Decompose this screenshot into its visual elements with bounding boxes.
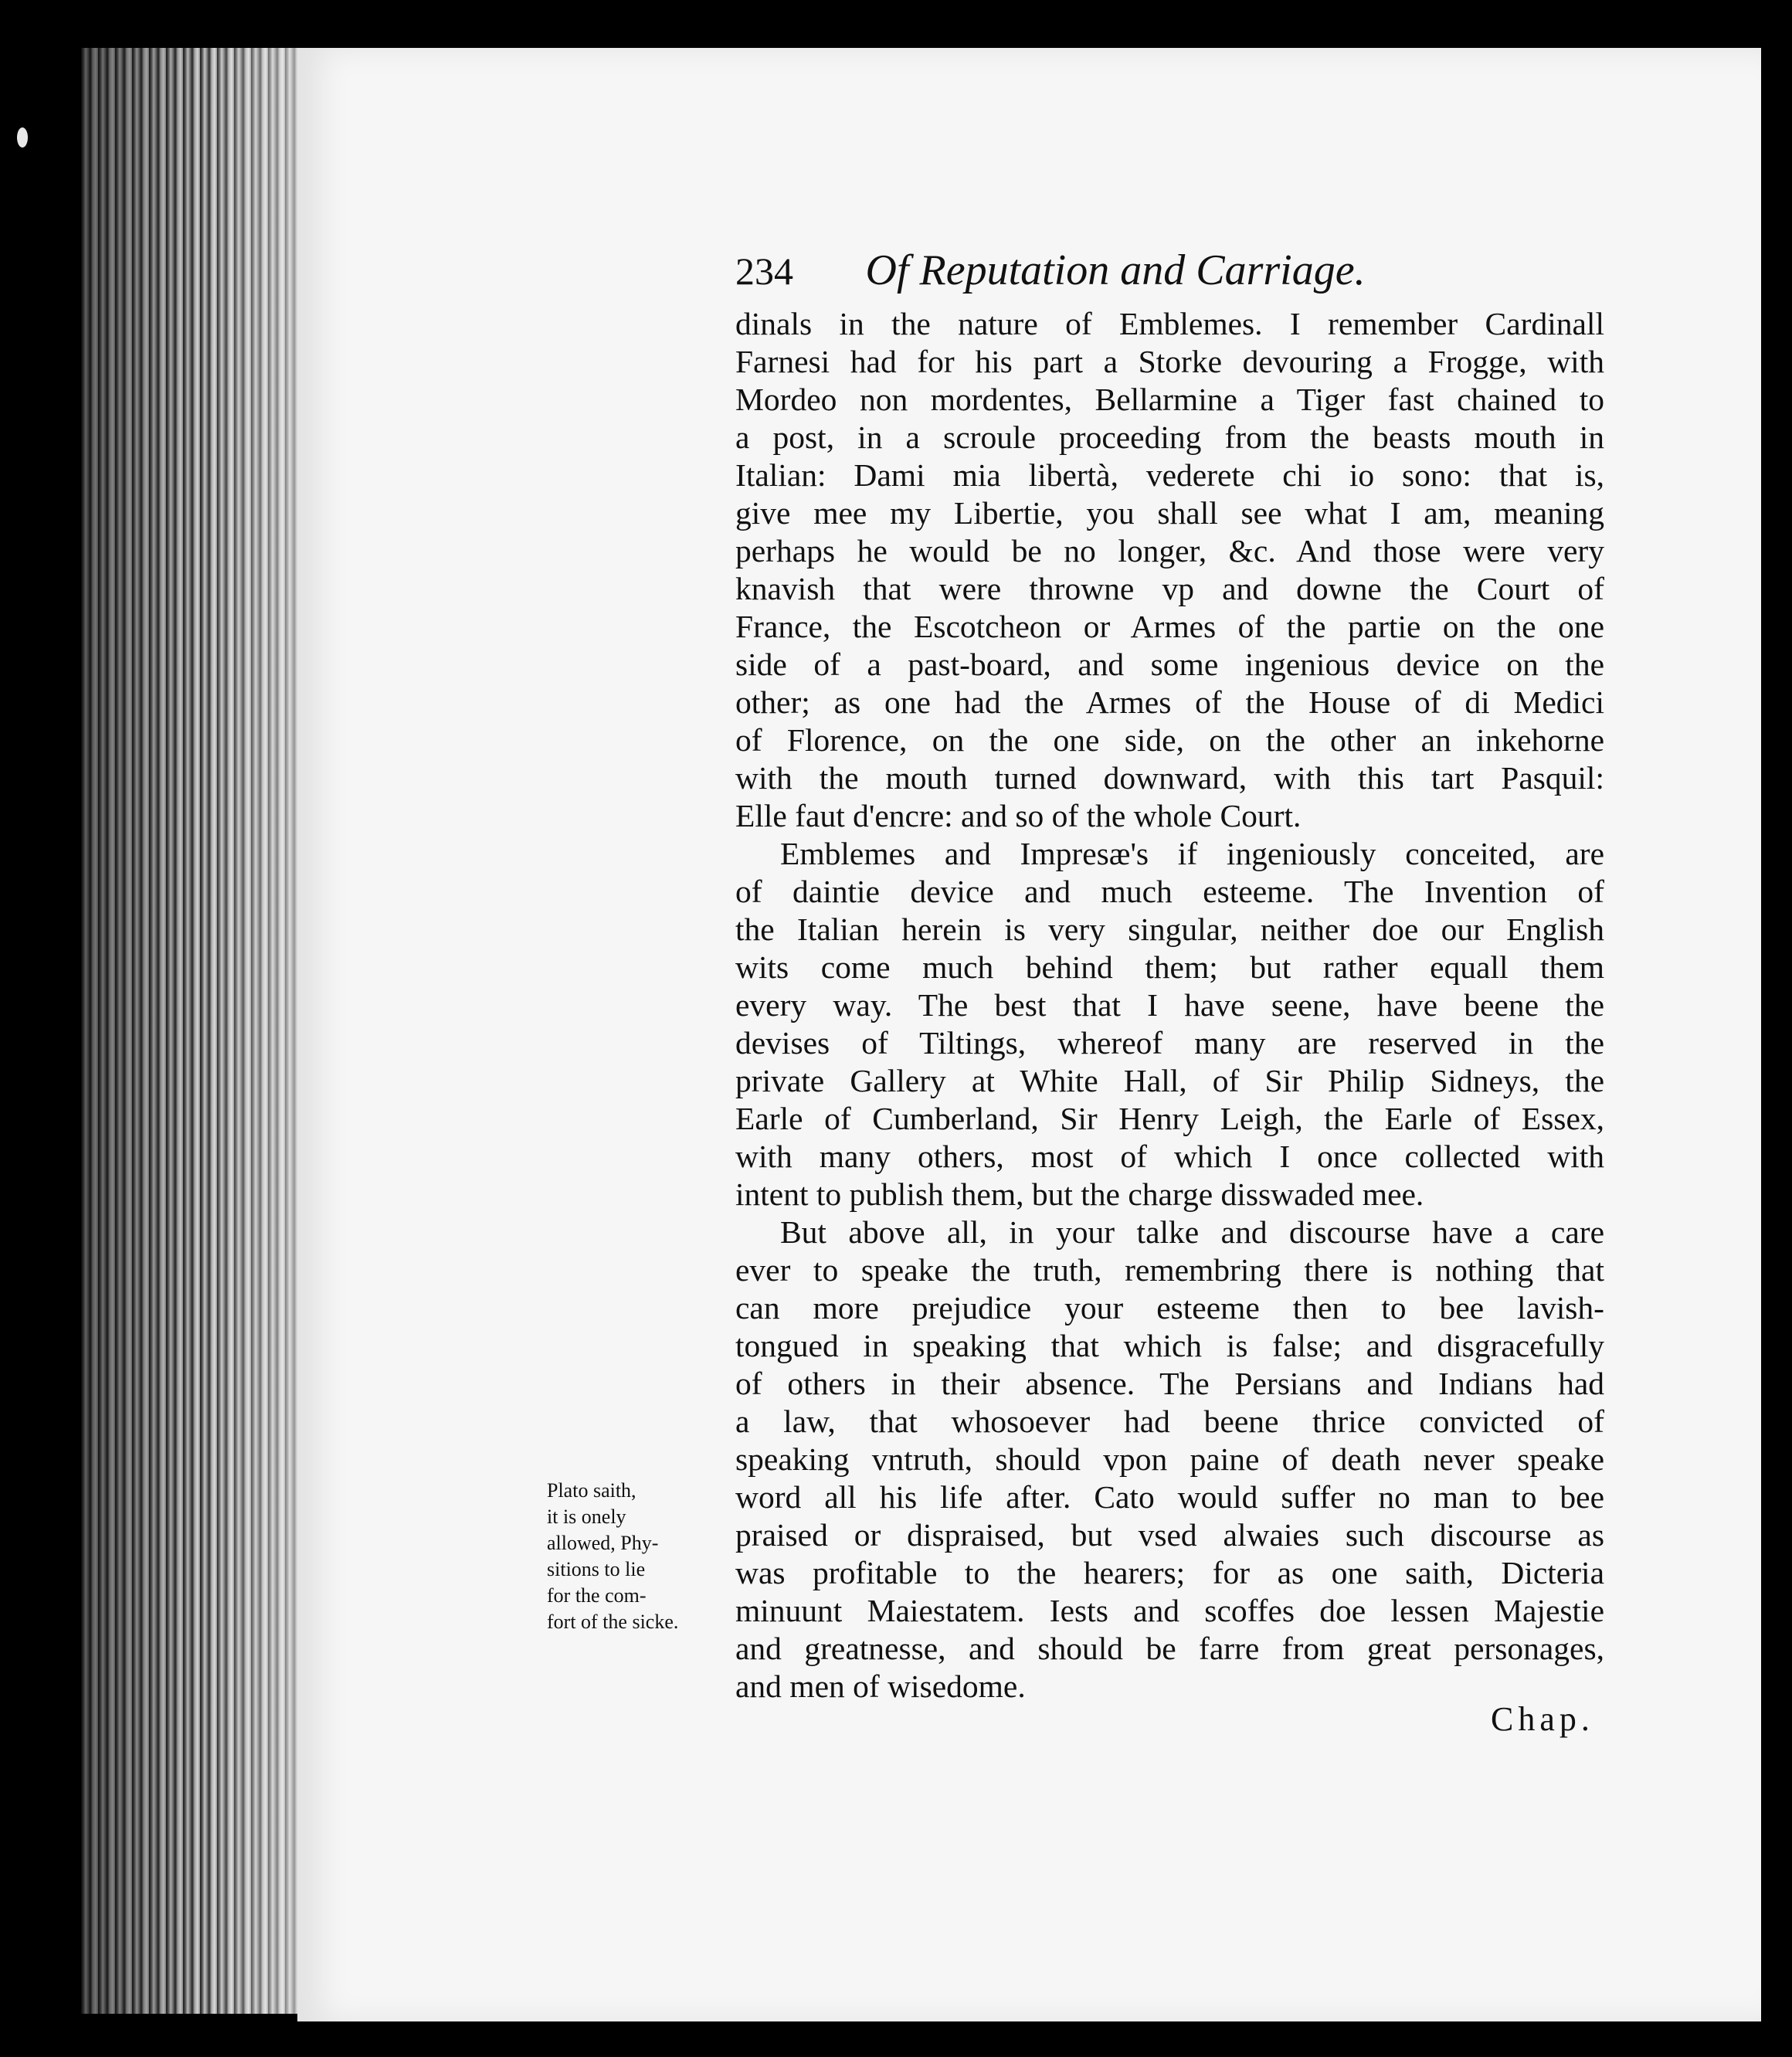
text-line: devises of Tiltings, whereof many are reserved in the bbox=[735, 1025, 1604, 1061]
text-line: Emblemes and Impresæ's if ingeniously conceited, are bbox=[780, 836, 1604, 871]
text-line: Earle of Cumberland, Sir Henry Leigh, the Earle of Essex, bbox=[735, 1101, 1604, 1136]
text-line: a post, in a scroule proceeding from the beasts mouth in bbox=[735, 419, 1604, 455]
text-line: the Italian herein is very singular, neither doe our English bbox=[735, 911, 1604, 947]
text-line: But above all, in your talke and discourse have a care bbox=[780, 1214, 1604, 1250]
scan-artifact-mark bbox=[17, 127, 28, 148]
book-page-edges bbox=[81, 48, 305, 2014]
margin-note-line: it is onely bbox=[547, 1505, 626, 1528]
text-line: Elle faut d'encre: and so of the whole Court. bbox=[735, 798, 1302, 833]
text-line: side of a past-board, and some ingenious device on the bbox=[735, 647, 1604, 682]
text-line: every way. The best that I have seene, have beene the bbox=[735, 987, 1604, 1023]
text-line: of Florence, on the one side, on the other an inkehorne bbox=[735, 722, 1604, 758]
text-line: other; as one had the Armes of the House of di Medici bbox=[735, 684, 1604, 720]
text-line: speaking vntruth, should vpon paine of death never speake bbox=[735, 1441, 1604, 1477]
text-line: minuunt Maiestatem. Iests and scoffes doe lessen Majestie bbox=[735, 1593, 1604, 1628]
margin-note-line: sitions to lie bbox=[547, 1558, 646, 1580]
text-line: ever to speake the truth, remembring there is nothing that bbox=[735, 1252, 1604, 1288]
text-line: and men of wisedome. bbox=[735, 1668, 1026, 1704]
text-line: private Gallery at White Hall, of Sir Philip Sidneys, the bbox=[735, 1063, 1604, 1098]
text-line: intent to publish them, but the charge disswaded mee. bbox=[735, 1176, 1424, 1212]
text-line: a law, that whosoever had beene thrice convicted of bbox=[735, 1404, 1604, 1439]
text-line: Farnesi had for his part a Storke devouring a Frogge, with bbox=[735, 344, 1604, 379]
text-line: give mee my Libertie, you shall see what I am, meaning bbox=[735, 495, 1604, 531]
margin-note-line: fort of the sicke. bbox=[547, 1611, 679, 1633]
text-line: praised or dispraised, but vsed alwaies such discourse as bbox=[735, 1517, 1604, 1553]
text-line: with many others, most of which I once collected with bbox=[735, 1139, 1604, 1174]
text-line: with the mouth turned downward, with this tart Pasquil: bbox=[735, 760, 1604, 796]
text-line: and greatnesse, and should be farre from great personages, bbox=[735, 1631, 1604, 1666]
text-line: knavish that were throwne vp and downe the Court of bbox=[735, 571, 1604, 606]
page-number: 234 bbox=[735, 249, 793, 293]
text-line: word all his life after. Cato would suffer no man to bee bbox=[735, 1479, 1604, 1515]
body-text bbox=[735, 305, 1604, 1706]
text-line: of others in their absence. The Persians and Indians had bbox=[735, 1366, 1604, 1401]
catchword: Chap. bbox=[1491, 1700, 1594, 1738]
text-line: can more prejudice your esteeme then to bee lavish- bbox=[735, 1290, 1604, 1326]
margin-note-line: allowed, Phy- bbox=[547, 1532, 659, 1554]
text-line: of daintie device and much esteeme. The Invention of bbox=[735, 874, 1604, 909]
text-line: tongued in speaking that which is false; and disgracefully bbox=[735, 1328, 1604, 1363]
text-line: dinals in the nature of Emblemes. I remember Cardinall bbox=[735, 306, 1604, 341]
text-line: was profitable to the hearers; for as one saith, Dicteria bbox=[735, 1555, 1604, 1590]
text-line: Italian: Dami mia libertà, vederete chi io sono: that is, bbox=[735, 457, 1604, 493]
text-line: France, the Escotcheon or Armes of the partie on the one bbox=[735, 609, 1604, 644]
text-line: wits come much behind them; but rather equall them bbox=[735, 949, 1604, 985]
margin-note-line: for the com- bbox=[547, 1584, 647, 1607]
margin-note bbox=[547, 1478, 725, 1635]
running-head bbox=[735, 246, 1600, 307]
text-line: Mordeo non mordentes, Bellarmine a Tiger fast chained to bbox=[735, 382, 1604, 417]
page-title: Of Reputation and Carriage. bbox=[865, 246, 1366, 294]
margin-note-line: Plato saith, bbox=[547, 1479, 636, 1502]
text-line: perhaps he would be no longer, &c. And those were very bbox=[735, 533, 1604, 569]
